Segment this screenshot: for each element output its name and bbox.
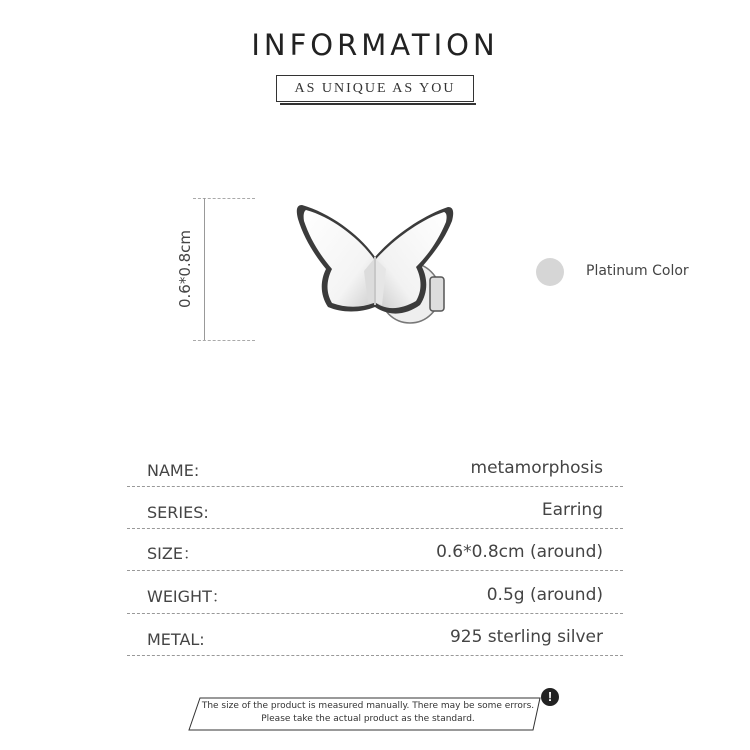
page-title: INFORMATION — [251, 28, 499, 62]
spec-row-weight — [127, 583, 623, 614]
disclaimer-line-1: The size of the product is measured manually. There may be some errors. — [201, 701, 535, 711]
product-image — [290, 195, 460, 345]
spec-value: 0.6*0.8cm (around) — [436, 542, 603, 562]
spec-value: 0.5g (around) — [486, 585, 603, 605]
disclaimer-box — [188, 697, 548, 731]
spec-key: SERIES: — [147, 503, 209, 522]
spec-value: 925 sterling silver — [449, 627, 603, 647]
spec-key: NAME: — [147, 461, 200, 480]
subtitle-frame — [276, 75, 474, 102]
spec-key: WEIGHT： — [147, 587, 228, 606]
butterfly-earring-icon — [290, 195, 460, 345]
spec-row-metal — [127, 625, 623, 656]
spec-row-name — [127, 456, 623, 487]
page-subtitle: AS UNIQUE AS YOU — [294, 81, 456, 96]
spec-value: metamorphosis — [470, 458, 603, 478]
disclaimer-line-2: Please take the actual product as the standard. — [261, 714, 475, 724]
dimension-label: 0.6*0.8cm — [176, 229, 194, 309]
exclamation-icon: ! — [541, 688, 559, 706]
spec-value: Earring — [541, 500, 603, 520]
spec-row-size — [127, 540, 623, 571]
color-swatch-label: Platinum Color — [586, 263, 689, 279]
spec-key: SIZE： — [147, 544, 199, 563]
color-swatch — [536, 258, 564, 286]
spec-row-series — [127, 498, 623, 529]
dimension-bottom-guide — [193, 340, 255, 341]
dimension-line — [204, 198, 205, 340]
spec-key: METAL: — [147, 630, 205, 649]
dimension-top-guide — [193, 198, 255, 199]
